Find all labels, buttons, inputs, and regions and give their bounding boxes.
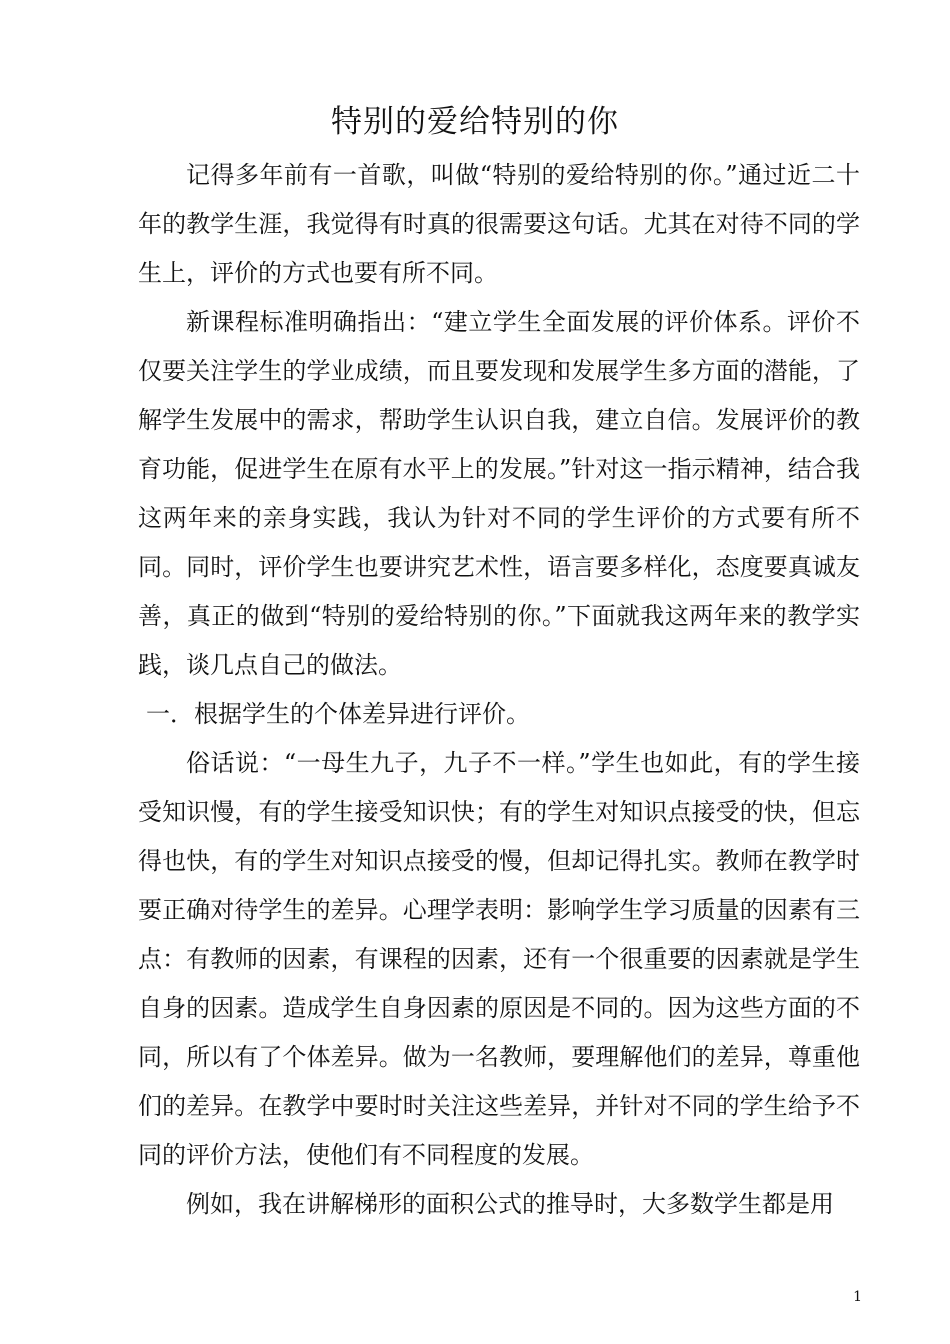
document-title: 特别的爱给特别的你 [331, 104, 619, 140]
paragraph-individual-differences: 俗话说：“一母生九子，九子不一样。”学生也如此，有的学生接受知识慢，有的学生接受知识快；有的学生对知识点接受的快，但忘得也快，有的学生对知识点接受的慢，但却记得扎实。教师在教学时要正确对待学生的差异。心理学表明：影响学生学习质量的因素有三点：有教师的因素，有课程的因素，还有一个很重要的因素就是学生自身的因素。造成学生自身因素的原因是不同的。因为这些方面的不同，所以有了个体差异。做为一名教师，要理解他们的差异，尊重他们的差异。在教学中要时时关注这些差异，并针对不同的学生给予不同的评价方法，使他们有不同程度的发展。 [138, 749, 860, 1169]
paragraph-example: 例如，我在讲解梯形的面积公式的推导时，大多数学生都是用 [186, 1190, 834, 1218]
page-number: 1 [853, 1289, 862, 1305]
section-heading-1: 一．根据学生的个体差异进行评价。 [146, 700, 530, 728]
document-body [138, 151, 860, 1229]
paragraph-intro: 记得多年前有一首歌，叫做“特别的爱给特别的你。”通过近二十年的教学生涯，我觉得有时真的很需要这句话。尤其在对待不同的学生上，评价的方式也要有所不同。 [138, 161, 860, 287]
paragraph-curriculum: 新课程标准明确指出：“建立学生全面发展的评价体系。评价不仅要关注学生的学业成绩，而且要发现和发展学生多方面的潜能，了解学生发展中的需求，帮助学生认识自我，建立自信。发展评价的教育功能，促进学生在原有水平上的发展。”针对这一指示精神，结合我这两年来的亲身实践，我认为针对不同的学生评价的方式要有所不同。同时，评价学生也要讲究艺术性，语言要多样化，态度要真诚友善，真正的做到“特别的爱给特别的你。”下面就我这两年来的教学实践，谈几点自己的做法。 [138, 308, 860, 679]
